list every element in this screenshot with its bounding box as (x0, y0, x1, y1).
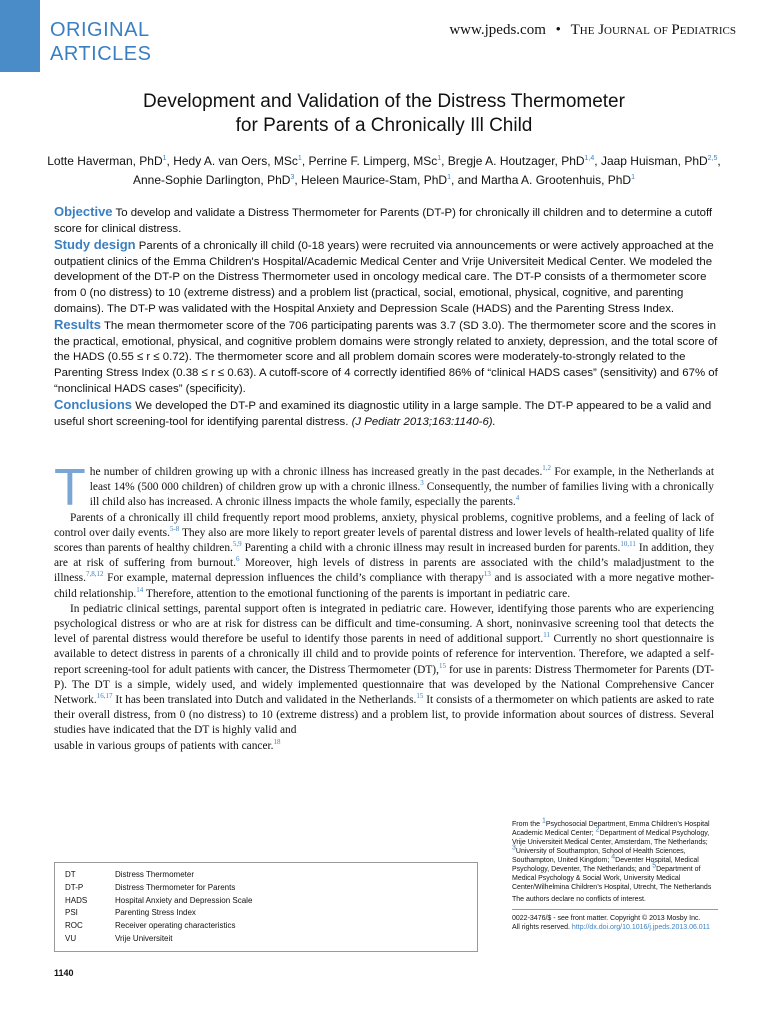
abstract-objective (54, 204, 722, 237)
author-affiliation-ref: 3 (290, 174, 295, 181)
author-affiliation-ref: 1 (162, 155, 167, 162)
citation-ref[interactable]: 7,8,12 (85, 570, 104, 579)
citation-ref[interactable]: 18 (273, 737, 281, 746)
affiliation-text (512, 817, 718, 892)
text-run: Department of Medical Psychology & Social Work, University Medical Center/Wilhelmina Children’s Hospital, Utrecht, The Netherlands (512, 866, 712, 891)
abstract-conclusions (54, 397, 722, 430)
abbreviation-definition: Distress Thermometer (115, 870, 194, 879)
abbreviation: DT (65, 870, 76, 879)
objective-label: Objective (54, 204, 113, 219)
section-label (50, 18, 151, 66)
citation-ref[interactable]: 14 (136, 585, 144, 594)
citation-ref[interactable]: 2 (595, 826, 600, 834)
copyright-notice (512, 909, 718, 932)
copyright-line1: 0022-3476/$ - see front matter. Copyright © 2013 Mosby Inc. (512, 915, 701, 922)
text-run: From the (512, 821, 542, 828)
text-run: Department of Medical Psychology, Vrije Universiteit Medical Center, Amsterdam, The Netherlands; (512, 830, 710, 846)
text-run: Moreover, high levels of distress in parents are associated with the child’s maladjustment to the illness. (54, 557, 715, 585)
abbreviation-row (65, 895, 467, 908)
author-name: Heleen Maurice-Stam, PhD (301, 173, 448, 187)
results-label: Results (54, 317, 101, 333)
text-run: usable in various groups of patients with cancer. (54, 739, 274, 752)
abbreviation: ROC (65, 921, 83, 931)
abbreviation: HADS (65, 895, 88, 905)
text-run: In pediatric clinical settings, parental support often is integrated in pediatric care. However, identifying those parents who are experiencing psychological distress or who are at risk for distress can be difficult and time-consuming. A short, noninvasive screening tool that detects the level of parental distress would therefore be useful to identify those parents in need of additional support. (54, 602, 714, 646)
author-affiliation-ref: 1 (447, 174, 451, 181)
author-affiliation-ref: 1 (631, 174, 635, 181)
study-design-text: Parents of a chronically ill child (0-18 years) were recruited via announcements or were actively approached at the outpatient clinics of the Emma Children's Hospital/Academic Medical Center and Vrije Universiteit Medical Center. We modeled the development of the DT-P on the Distress Thermometer used in oncology medical care. The DT-P consists of a thermometer score from 0 (no distress) to 10 (extreme distress) and a problem list (practical, social, emotional, physical, cognitive, and parenting domains). The DT-P was validated with the Hospital Anxiety and Depression Scale (HADS) and the Parenting Stress Index. (54, 240, 714, 315)
text-run: University of Southampton, School of Health Sciences, Southampton, United Kingdom; (512, 848, 686, 864)
section-label-line1: ORIGINAL (50, 19, 150, 41)
citation-ref[interactable]: 5 (652, 862, 657, 870)
citation-ref[interactable]: 10,11 (620, 540, 636, 549)
abbreviation-definition: Parenting Stress Index (115, 908, 196, 918)
text-run: For example, maternal depression influences the child’s compliance with therapy (103, 572, 484, 585)
study-design-label: Study design (54, 237, 136, 253)
citation-ref[interactable]: 3 (512, 844, 516, 852)
abbreviation-definition: Receiver operating characteristics (115, 921, 236, 931)
abbreviation: VU (65, 933, 77, 943)
citation-ref[interactable]: 11 (543, 631, 551, 640)
text-run: It consists of a thermometer on which patients are asked to rate their overall distress, from 0 (no distress) to 10 (extreme distress) and a problem list, to provide information about sources of distress. Several studies have indicated that the DT is highly valid and (54, 694, 715, 737)
results-text: The mean thermometer score of the 706 participating parents was 3.7 (SD 3.0). The thermometer score and the scores in the practical, emotional, physical, and cognitive problem domains were strongly related to anxiety, depression, and the total score of the HADS (0.55 ≤ r ≤ 0.72). The thermometer score and all problem domain scores were moderately-to-strongly related to the Parenting Stress Index (0.38 ≤ r ≤ 0.63). A cutoff-score of 4 correctly identified 86% of “clinical HADS cases” (sensitivity) and 67% of “nonclinical HADS cases” (specificity). (54, 320, 718, 395)
text-run: Consequently, the number of families living with a chronically ill child also has increased. A chronic illness impacts the whole family, especially the parents. (89, 481, 714, 509)
header-separator: • (555, 22, 561, 38)
abbreviation: DT-P (65, 882, 84, 892)
body-paragraph-1 (54, 459, 714, 517)
author-name: Hedy A. van Oers, MSc (173, 154, 298, 168)
abstract-study-design (54, 237, 722, 317)
citation-ref[interactable]: 6 (236, 555, 240, 564)
conclusions-text: We developed the DT-P and examined its diagnostic utility in a large sample. The DT-P appeared to be a valid and useful short screening-tool for identifying parental distress. (54, 400, 712, 428)
copyright-line2: All rights reserved. http://dx.doi.org/10.1016/j.jpeds.2013.06.011 (512, 924, 710, 931)
author-affiliation-ref: 1,4 (584, 155, 595, 162)
citation-ref[interactable]: 3 (420, 479, 424, 488)
author-name: Martha A. Grootenhuis, PhD (481, 173, 632, 187)
author-name: Lotte Haverman, PhD (47, 154, 163, 168)
section-color-tab (0, 0, 40, 72)
author-affiliation-ref: 2,5 (707, 155, 718, 162)
author-affiliation-ref: 1 (297, 155, 302, 162)
citation-ref[interactable]: 15 (438, 661, 446, 670)
body-paragraph-2 (54, 511, 714, 602)
body-paragraph-3 (54, 602, 714, 739)
text-run: he number of children growing up with a chronic illness has increased greatly in the past decades. (89, 466, 543, 478)
citation-ref[interactable]: 5-8 (169, 525, 180, 534)
body-paragraph-3-tail (54, 739, 474, 754)
abbreviation-definition: Hospital Anxiety and Depression Scale (115, 895, 253, 905)
drop-cap: T (54, 459, 86, 517)
affiliations-footnote (512, 817, 718, 932)
text-run: They also are more likely to report greater levels of parental distress and lower levels of health-related quality of life scores than parents of healthy children. (54, 526, 714, 555)
text-run: Psychosocial Department, Emma Children’s Hospital Academic Medical Center; (512, 821, 710, 837)
author-name: Perrine F. Limperg, MSc (308, 154, 438, 168)
journal-website-link[interactable]: www.jpeds.com (449, 22, 546, 38)
author-name: Jaap Huisman, PhD (600, 154, 708, 168)
article-title-line1: Development and Validation of the Distress Thermometer (143, 91, 625, 112)
text-run: Therefore, attention to the emotional functioning of the parents is important in pediatric care. (143, 587, 571, 600)
abbreviation-row (65, 920, 467, 933)
author-name: Bregje A. Houtzager, PhD (447, 154, 585, 168)
text-run: Parenting a child with a chronic illness may result in increased burden for parents. (241, 542, 621, 555)
journal-name: The Journal of Pediatrics (570, 22, 736, 38)
text-run: Currently no short questionnaire is available to detect distress in parents of a chronically ill child and to provide points of reference for intervention. Therefore, we adapted a self-report screening-tool for adult patients with cancer, the Distress Thermometer (DT), (54, 633, 715, 676)
author-name: Anne-Sophie Darlington, PhD (133, 173, 291, 187)
abbreviation-definition: Distress Thermometer for Parents (115, 882, 236, 892)
citation-ref[interactable]: 4 (515, 494, 520, 503)
citation-ref[interactable]: 4 (611, 853, 616, 861)
citation-ref[interactable]: 15 (416, 692, 424, 701)
text-run: For example, in the Netherlands at least 14% (500 000 children) of children grow up with a chronic illness. (89, 466, 714, 494)
article-title-line2: for Parents of a Chronically Ill Child (235, 115, 533, 136)
abbreviation: PSI (65, 908, 78, 918)
abbreviation-row (65, 933, 467, 946)
text-run: and is associated with a more negative mother-child relationship. (54, 572, 714, 600)
citation-ref[interactable]: 5,9 (232, 540, 242, 549)
citation-ref[interactable]: 16,17 (96, 692, 113, 701)
journal-header (449, 22, 736, 39)
page-number: 1140 (54, 968, 74, 978)
text-run: In addition, they are at risk of suffering from burnout. (54, 542, 715, 570)
abbreviation-row (65, 882, 467, 895)
abbreviation-row (65, 907, 467, 920)
abstract-results (54, 317, 722, 397)
citation-ref[interactable]: 1,2 (542, 464, 552, 473)
section-label-line2: ARTICLES (50, 43, 152, 65)
doi-link[interactable]: http://dx.doi.org/10.1016/j.jpeds.2013.06.011 (571, 924, 710, 931)
text-run: It has been translated into Dutch and validated in the Netherlands. (112, 694, 417, 707)
citation-ref[interactable]: 1 (541, 817, 546, 825)
author-affiliation-ref: 1 (437, 155, 442, 162)
author-list: Lotte Haverman, PhD$^1$, Hedy A. van Oers, MSc$^1$, Perrine F. Limperg, MSc$^1$, Bregje A. Houtzager, PhD$^{1,4}$, Jaap Huisman, PhD$^{2,5}$, Anne-Sophie Darlington, PhD$^3$, Heleen Maurice-Stam, PhD$^1$, and Martha A. Grootenhuis, PhD$^1$ (47, 154, 721, 187)
objective-text: To develop and validate a Distress Thermometer for Parents (DT-P) for chronically ill children and to determine a cutoff score for clinical distress. (54, 207, 713, 235)
abbreviation-row (65, 869, 467, 882)
text-run: Parents of a chronically ill child frequently report mood problems, anxiety, physical problems, cognitive problems, and a feeling of lack of control over daily events. (54, 511, 714, 539)
abbreviations-box (54, 862, 478, 952)
text-run: for use in parents: Distress Thermometer for Parents (DT-P). The DT is a simple, widely used, and widely implemented questionnaire that was developed by the National Comprehensive Cancer Network. (54, 663, 714, 707)
text-run: Deventer Hospital, Medical Psychology, Deventer, The Netherlands; and (512, 857, 699, 873)
conflict-statement: The authors declare no conflicts of interest. (512, 896, 646, 903)
article-body (54, 459, 715, 754)
article-title (0, 90, 768, 138)
conclusions-label: Conclusions (54, 397, 133, 413)
abstract (54, 204, 722, 430)
citation-ref[interactable]: 13 (483, 570, 491, 579)
abbreviation-definition: Vrije Universiteit (115, 933, 173, 943)
citation: (J Pediatr 2013;163:1140-6). (351, 415, 496, 428)
